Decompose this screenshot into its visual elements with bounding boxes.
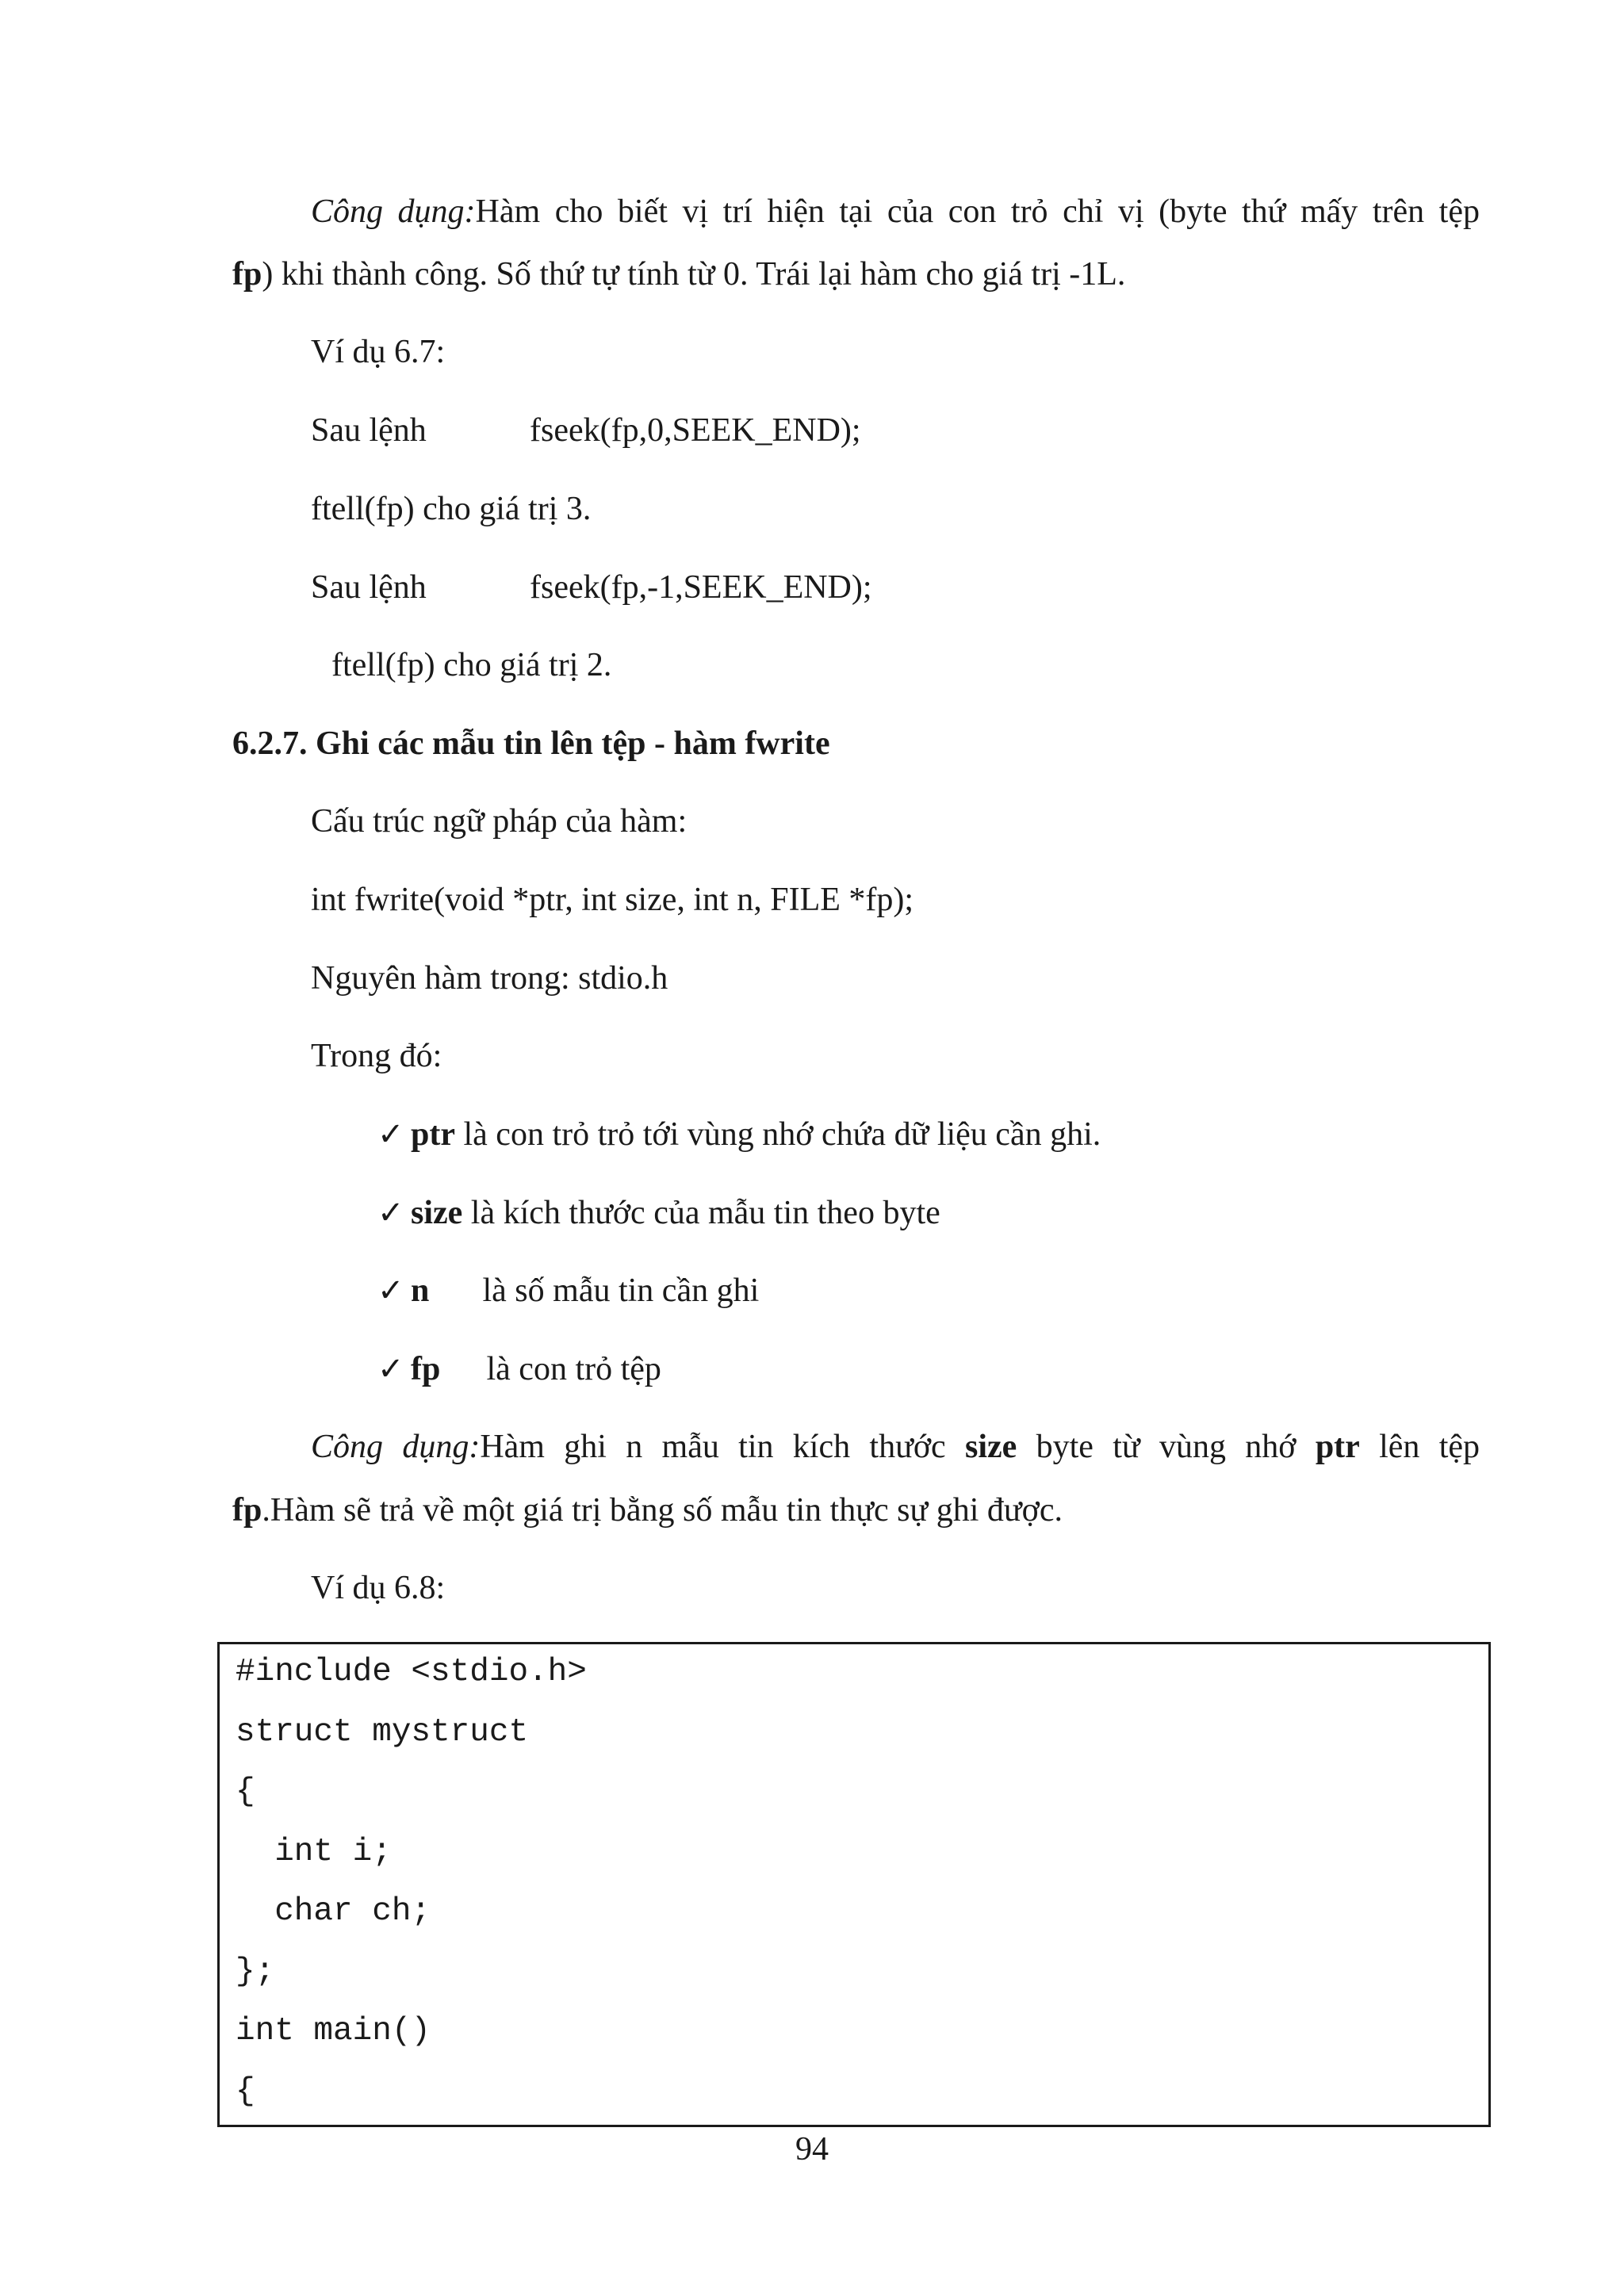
bullet-ptr (377, 1112, 1101, 1157)
code-line: int main() (236, 2013, 431, 2049)
usage2-paragraph-line-1 (311, 1425, 1480, 1469)
page-number: 94 (795, 2131, 829, 2168)
bullet-term: n (411, 1272, 430, 1309)
usage2-label: Công dụng: (311, 1429, 481, 1465)
bullet-fp (377, 1347, 661, 1391)
bullet-size (377, 1191, 940, 1235)
check-icon: ✓ (377, 1351, 404, 1387)
usage2-text-1: Hàm ghi n mẫu tin kích thước (480, 1429, 946, 1465)
example-6-8-title: Ví dụ 6.8: (311, 1570, 446, 1606)
bullet-desc: là số mẫu tin cần ghi (482, 1272, 760, 1309)
code-line: { (236, 2073, 255, 2110)
example-6-7-title: Ví dụ 6.7: (311, 334, 446, 370)
check-icon: ✓ (377, 1195, 404, 1231)
check-icon: ✓ (377, 1116, 404, 1153)
usage2-text-4: .Hàm sẽ trả về một giá trị bằng số mẫu tin thực sự ghi được. (262, 1492, 1063, 1529)
syntax-label: Cấu trúc ngữ pháp của hàm: (311, 803, 688, 840)
fp-term: fp (232, 1492, 262, 1529)
bullet-term: size (411, 1195, 463, 1231)
bullet-desc: là con trỏ trỏ tới vùng nhớ chứa dữ liệu cần ghi. (463, 1116, 1101, 1153)
usage2-paragraph-line-2 (232, 1488, 1063, 1533)
code-line: int i; (236, 1834, 392, 1870)
after-statement-label: Sau lệnh (311, 569, 427, 606)
usage-paragraph-line-1 (311, 189, 1480, 234)
bullet-desc: là kích thước của mẫu tin theo byte (470, 1195, 940, 1231)
where-label: Trong đó: (311, 1038, 442, 1074)
code-line: #include <stdio.h> (236, 1654, 587, 1690)
usage-text: Hàm cho biết vị trí hiện tại của con trỏ chỉ vị (byte thứ mấy trên tệp (475, 193, 1480, 230)
example-line-1 (311, 408, 427, 453)
code-line: struct mystruct (236, 1714, 529, 1751)
example-code-1: fseek(fp,0,SEEK_END); (530, 412, 861, 449)
bullet-n (377, 1269, 760, 1313)
size-term: size (965, 1429, 1017, 1465)
syntax-line: int fwrite(void *ptr, int size, int n, FILE *fp); (311, 882, 914, 918)
code-line: }; (236, 1954, 275, 1990)
example-code-3: fseek(fp,-1,SEEK_END); (530, 569, 872, 606)
example-line-3 (311, 565, 427, 610)
header-line: Nguyên hàm trong: stdio.h (311, 960, 668, 997)
usage2-text-2: byte từ vùng nhớ (1036, 1429, 1297, 1465)
usage2-text-3: lên tệp (1379, 1429, 1480, 1465)
ptr-term: ptr (1315, 1429, 1360, 1465)
example-line-4: ftell(fp) cho giá trị 2. (331, 647, 612, 683)
bullet-term: ptr (411, 1116, 455, 1153)
section-heading: 6.2.7. Ghi các mẫu tin lên tệp - hàm fwrite (232, 725, 830, 762)
check-icon: ✓ (377, 1272, 404, 1309)
bullet-desc: là con trỏ tệp (486, 1351, 661, 1387)
code-line: { (236, 1774, 255, 1810)
usage-text-2: ) khi thành công. Số thứ tự tính từ 0. Trái lại hàm cho giá trị -1L. (262, 256, 1126, 293)
usage-label: Công dụng: (311, 193, 476, 230)
usage-paragraph-line-2 (232, 252, 1125, 297)
code-box (217, 1642, 1491, 2127)
after-statement-label: Sau lệnh (311, 412, 427, 449)
example-line-2: ftell(fp) cho giá trị 3. (311, 491, 592, 527)
code-line: char ch; (236, 1893, 431, 1930)
fp-term: fp (232, 256, 262, 293)
bullet-term: fp (411, 1351, 441, 1387)
